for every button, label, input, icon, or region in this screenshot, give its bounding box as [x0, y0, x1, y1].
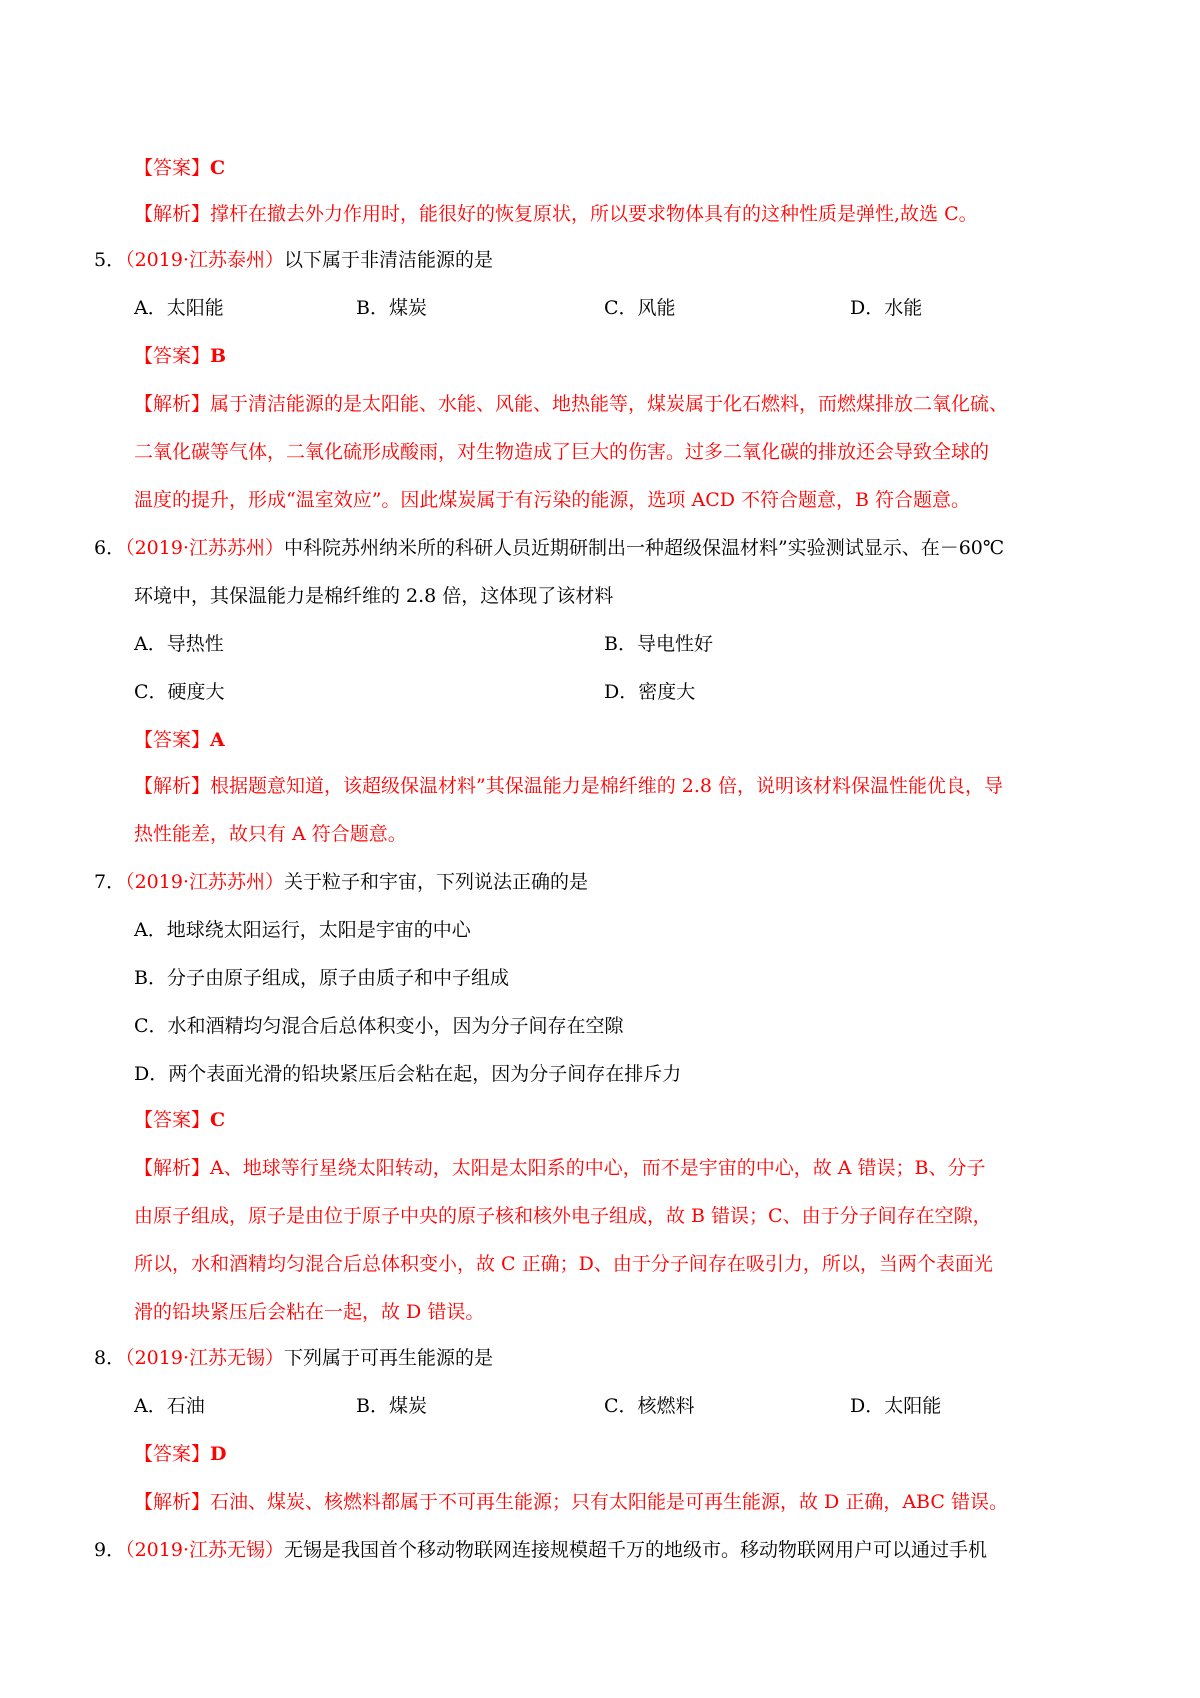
- q6-stem: [94, 536, 1004, 560]
- analysis-label: 【解析】: [134, 1491, 211, 1513]
- q5-option-d: D．水能: [850, 297, 923, 319]
- question-text: 中科院苏州纳米所的科研人员近期研制出一种超级保温材料”实验测试显示、在－60℃: [284, 537, 1005, 559]
- q4-answer: [134, 156, 225, 180]
- q4-analysis: [134, 202, 978, 226]
- q8-stem: [94, 1346, 493, 1370]
- analysis-text: 撑杆在撤去外力作用时，能很好的恢复原状，所以要求物体具有的这种性质是弹性,故选 C。: [210, 203, 978, 225]
- question-number: 8．: [94, 1347, 126, 1369]
- question-source: （2019·江苏无锡）: [125, 1539, 284, 1561]
- q7-analysis-line-2: 由原子组成，原子是由位于原子中央的原子核和核外电子组成，故 B 错误；C、由于分子间存在空隙，: [134, 1205, 992, 1227]
- analysis-label: 【解析】: [134, 203, 211, 225]
- q7-analysis-line-4: 滑的铅块紧压后会粘在一起，故 D 错误。: [134, 1301, 485, 1323]
- q5-option-a: A．太阳能: [134, 297, 224, 319]
- analysis-label: 【解析】: [134, 393, 211, 415]
- q6-option-a: A．导热性: [134, 633, 224, 655]
- question-number: 5．: [94, 249, 126, 271]
- q6-analysis-line-1: [134, 774, 1003, 798]
- question-number: 6．: [94, 537, 126, 559]
- analysis-text: 根据题意知道，该超级保温材料”其保温能力是棉纤维的 2.8 倍，说明该材料保温性能优良，导: [210, 775, 1004, 797]
- answer-value: C: [210, 157, 226, 179]
- q8-option-a: A．石油: [134, 1395, 205, 1417]
- analysis-text: A、地球等行星绕太阳转动，太阳是太阳系的中心，而不是宇宙的中心，故 A 错误；B、分子: [210, 1157, 986, 1179]
- q7-analysis-line-3: 所以，水和酒精均匀混合后总体积变小，故 C 正确；D、由于分子间存在吸引力，所以，当两个表面光: [134, 1253, 993, 1275]
- q6-analysis-line-2: 热性能差，故只有 A 符合题意。: [134, 823, 407, 845]
- question-source: （2019·江苏无锡）: [125, 1347, 284, 1369]
- answer-label: 【答案】: [134, 157, 211, 179]
- q8-analysis: [134, 1490, 1008, 1514]
- q6-stem-line-2: 环境中，其保温能力是棉纤维的 2.8 倍，这体现了该材料: [134, 585, 614, 607]
- q7-option-b: B．分子由原子组成，原子由质子和中子组成: [134, 967, 509, 989]
- answer-label: 【答案】: [134, 345, 211, 367]
- analysis-text: 属于清洁能源的是太阳能、水能、风能、地热能等，煤炭属于化石燃料，而燃煤排放二氧化硫、: [210, 393, 1009, 415]
- q8-option-b: B．煤炭: [356, 1395, 427, 1417]
- question-text: 下列属于可再生能源的是: [284, 1347, 494, 1369]
- q5-analysis-line-1: [134, 392, 1008, 416]
- question-number: 7．: [94, 871, 126, 893]
- q5-option-b: B．煤炭: [356, 297, 427, 319]
- answer-value: B: [210, 345, 227, 367]
- q7-analysis-line-1: [134, 1156, 986, 1180]
- q5-answer: [134, 344, 226, 368]
- answer-label: 【答案】: [134, 729, 211, 751]
- q6-option-d: D．密度大: [604, 681, 696, 703]
- q6-answer: [134, 728, 225, 752]
- q8-option-d: D．太阳能: [850, 1395, 942, 1417]
- q8-answer: [134, 1442, 227, 1466]
- answer-label: 【答案】: [134, 1109, 211, 1131]
- q7-option-d: D．两个表面光滑的铅块紧压后会粘在起，因为分子间存在排斥力: [134, 1063, 682, 1085]
- q8-option-c: C．核燃料: [604, 1395, 695, 1417]
- answer-value: D: [210, 1443, 227, 1465]
- q7-stem: [94, 870, 588, 894]
- analysis-text: 石油、煤炭、核燃料都属于不可再生能源；只有太阳能是可再生能源，故 D 正确，ABC 错误。: [210, 1491, 1008, 1513]
- q9-stem: [94, 1538, 987, 1562]
- q6-option-b: B．导电性好: [604, 633, 713, 655]
- question-source: （2019·江苏苏州）: [125, 871, 284, 893]
- q5-stem: [94, 248, 493, 272]
- q7-option-c: C．水和酒精均匀混合后总体积变小，因为分子间存在空隙: [134, 1015, 624, 1037]
- question-source: （2019·江苏泰州）: [125, 249, 284, 271]
- q5-analysis-line-2: 二氧化碳等气体，二氧化硫形成酸雨，对生物造成了巨大的伤害。过多二氧化碳的排放还会导致全球的: [134, 441, 990, 463]
- analysis-label: 【解析】: [134, 775, 211, 797]
- answer-value: C: [210, 1109, 226, 1131]
- q5-option-c: C．风能: [604, 297, 676, 319]
- q7-option-a: A．地球绕太阳运行，太阳是宇宙的中心: [134, 919, 471, 941]
- q7-answer: [134, 1108, 225, 1132]
- question-text: 无锡是我国首个移动物联网连接规模超千万的地级市。移动物联网用户可以通过手机: [284, 1539, 988, 1561]
- question-number: 9．: [94, 1539, 126, 1561]
- analysis-label: 【解析】: [134, 1157, 211, 1179]
- q6-option-c: C．硬度大: [134, 681, 225, 703]
- question-text: 关于粒子和宇宙，下列说法正确的是: [284, 871, 589, 893]
- question-text: 以下属于非清洁能源的是: [284, 249, 494, 271]
- q5-analysis-line-3: 温度的提升，形成“温室效应”。因此煤炭属于有污染的能源，选项 ACD 不符合题意，B 符合题意。: [134, 489, 971, 511]
- answer-value: A: [210, 729, 225, 751]
- question-source: （2019·江苏苏州）: [125, 537, 284, 559]
- answer-label: 【答案】: [134, 1443, 211, 1465]
